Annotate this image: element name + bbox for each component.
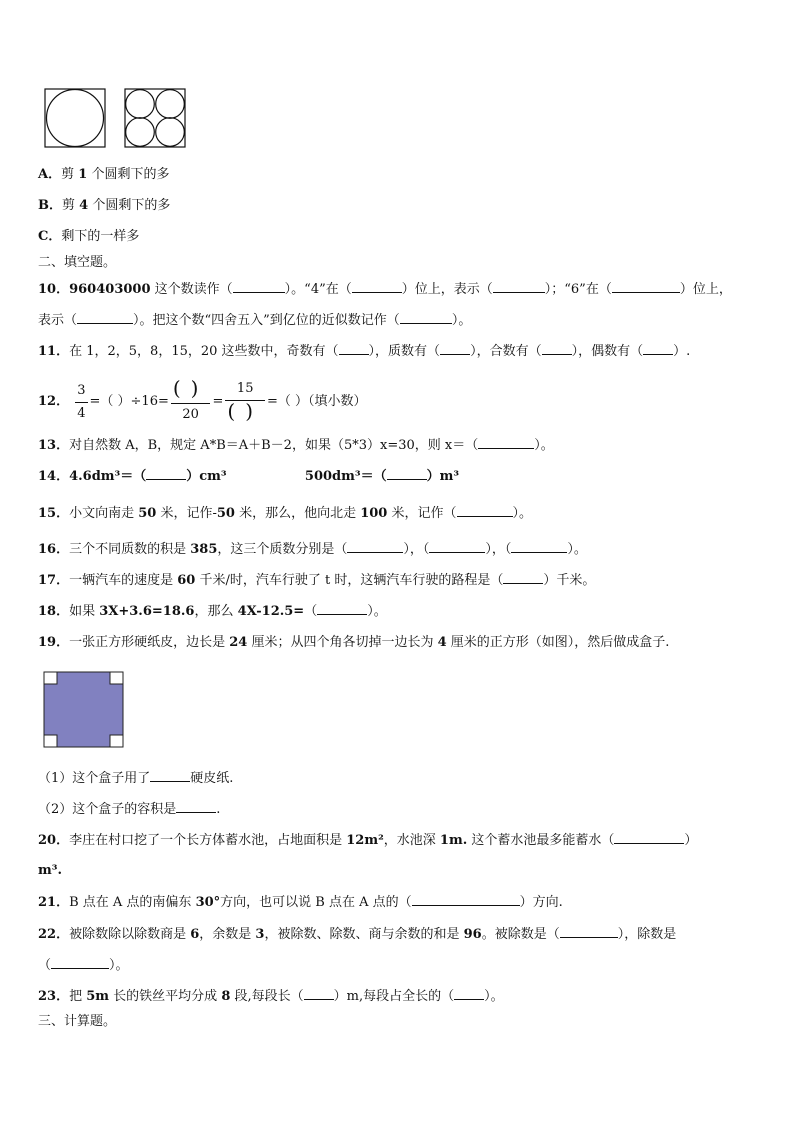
fraction-3-4: $\frac{3}{4}$ <box>75 380 87 425</box>
question-11: 11．在 1，2，5，8，15，20 这些数中，奇数有（ ），质数有（ ），合数有（ ），偶数有（ ）. <box>38 344 691 359</box>
small-circle <box>156 118 185 147</box>
question-19-sub1: （1）这个盒子用了 硬皮纸. <box>38 771 234 786</box>
fraction-blank-20: $\frac{()}{20}$ <box>172 376 209 422</box>
question-22-line2: （ ）。 <box>38 958 129 973</box>
question-10: 10．960403000 这个数读作（ ）。“4”在（ ）位上，表示（ ）；“6”在（ ）位上， <box>38 282 732 297</box>
square-four-circles <box>125 89 185 147</box>
choice-c: C．剩下的一样多 <box>38 229 140 244</box>
question-17: 17．一辆汽车的速度是 60 千米/时，汽车行驶了 t 时，这辆汽车行驶的路程是（ ）千米。 <box>38 573 596 588</box>
question-16: 16．三个不同质数的积是 385，这三个质数分别是（ ），（ ），（ ）。 <box>38 542 587 557</box>
corner-cut <box>110 672 123 684</box>
section-3-title: 三、计算题。 <box>38 1014 117 1029</box>
question-19: 19．一张正方形硬纸皮，边长是 24 厘米；从四个角各切掉一边长为 4 厘米的正方形（如图），然后做成盒子. <box>38 635 670 650</box>
section-2-title: 二、填空题。 <box>38 255 117 270</box>
question-14: 14．4.6dm³＝（ ）cm³ 500dm³＝（ ）m³ <box>38 469 460 484</box>
question-23: 23．把 5m 长的铁丝平均分成 8 段,每段长（ ）m,每段占全长的（ ）。 <box>38 989 504 1004</box>
choice-b: B．剪 4 个圆剩下的多 <box>38 198 171 213</box>
question-20: 20．李庄在村口挖了一个长方体蓄水池，占地面积是 12m²，水池深 1m. 这个蓄水池最多能蓄水（ ） <box>38 833 698 848</box>
question-22: 22．被除数除以除数商是 6，余数是 3，被除数、除数、商与余数的和是 96。被除数是（ ），除数是 <box>38 927 677 942</box>
circle-figures <box>44 88 186 148</box>
single-circle <box>47 90 104 147</box>
question-18: 18．如果 3X+3.6=18.6，那么 4X-12.5=（ ）。 <box>38 604 387 619</box>
question-13: 13．对自然数 A，B，规定 A*B＝A＋B－2，如果（5*3）x=30，则 x＝（ ）。 <box>38 438 554 453</box>
box-figure <box>43 671 125 749</box>
small-circle <box>126 90 155 119</box>
question-20-unit: m³. <box>38 863 62 878</box>
question-19-sub2: （2）这个盒子的容积是 . <box>38 802 221 817</box>
corner-cut <box>44 735 57 747</box>
question-10-line2: 表示（ ）。把这个数“四舍五入”到亿位的近似数记作（ ）。 <box>38 313 472 328</box>
question-15: 15．小文向南走 50 米，记作-50 米，那么，他向北走 100 米，记作（ ）。 <box>38 506 533 521</box>
square-one-circle <box>45 89 105 147</box>
fraction-15-blank: $\frac{15}{()}$ <box>225 378 265 426</box>
choice-a: A．剪 1 个圆剩下的多 <box>38 167 170 182</box>
small-circle <box>126 118 155 147</box>
question-21: 21．B 点在 A 点的南偏东 30°方向，也可以说 B 点在 A 点的（ ）方向. <box>38 895 563 910</box>
question-12: 12． $\frac{3}{4}$ =（ ）÷16= $\frac{()}{20}$ = $\frac{15}{()}$ =（ ）（填小数） <box>38 378 367 426</box>
corner-cut <box>44 672 57 684</box>
small-circle <box>156 90 185 119</box>
corner-cut <box>110 735 123 747</box>
